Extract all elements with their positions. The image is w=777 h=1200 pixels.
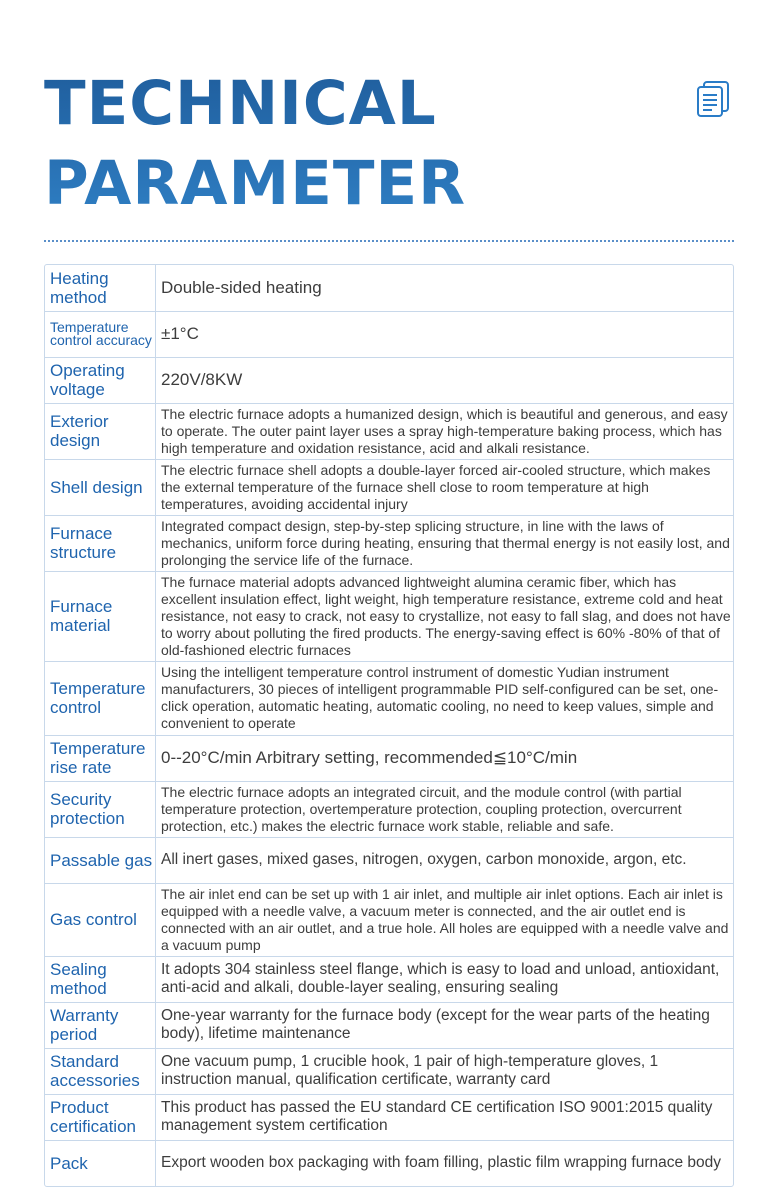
param-label: Standard accessories bbox=[45, 1048, 156, 1094]
table-row bbox=[45, 781, 733, 837]
param-value: One vacuum pump, 1 crucible hook, 1 pair of high-temperature gloves, 1 instruction manual, qualification certificate, warranty card bbox=[156, 1048, 734, 1094]
param-label: Warranty period bbox=[45, 1002, 156, 1048]
table-row bbox=[45, 883, 733, 956]
table-row bbox=[45, 1002, 733, 1048]
table-row bbox=[45, 1094, 733, 1140]
param-value: Using the intelligent temperature control instrument of domestic Yudian instrument manufacturers, 30 pieces of intelligent programmable PID self-configured can be set, one-click operation, automatic heating, automatic cooling, no need to keep values, simple and convenient to operate bbox=[156, 661, 734, 735]
param-label: Temperature rise rate bbox=[45, 735, 156, 781]
table-row bbox=[45, 837, 733, 883]
param-label: Gas control bbox=[45, 883, 156, 956]
param-value: The electric furnace adopts a humanized design, which is beautiful and generous, and easy to operate. The outer paint layer uses a spray high-temperature baking process, which has high temperature and oxidation resistance, acid and alkali resistance. bbox=[156, 403, 734, 459]
param-value: The electric furnace adopts an integrated circuit, and the module control (with partial temperature protection, overtemperature protection, coupling protection, overcurrent protection, etc.) makes the electric furnace work stable, reliable and safe. bbox=[156, 781, 734, 837]
table-row bbox=[45, 403, 733, 459]
table-row bbox=[45, 459, 733, 515]
table-row bbox=[45, 1140, 733, 1186]
param-value: One-year warranty for the furnace body (except for the wear parts of the heating body), lifetime maintenance bbox=[156, 1002, 734, 1048]
param-value: The furnace material adopts advanced lightweight alumina ceramic fiber, which has excellent insulation effect, light weight, high temperature resistance, extreme cold and heat resistance, not easy to crack, not easy to crystallize, not easy to fall slag, and does not have to worry about polluting the fired products. The energy-saving effect is 60% -80% of that of old-fashioned electric furnaces bbox=[156, 571, 734, 661]
document-icon bbox=[695, 80, 733, 118]
param-value: Export wooden box packaging with foam filling, plastic film wrapping furnace body bbox=[156, 1140, 734, 1186]
table-row bbox=[45, 1048, 733, 1094]
param-label: Operating voltage bbox=[45, 357, 156, 403]
param-label: Exterior design bbox=[45, 403, 156, 459]
table-row bbox=[45, 571, 733, 661]
param-value: The air inlet end can be set up with 1 air inlet, and multiple air inlet options. Each air inlet is equipped with a needle valve, a vacuum meter is connected, and the air outlet end is connected with an air outlet, and a true hole. All holes are equipped with a needle valve and a vacuum pump bbox=[156, 883, 734, 956]
param-value: It adopts 304 stainless steel flange, which is easy to load and unload, antioxidant, anti-acid and alkali, double-layer sealing, ensuring sealing bbox=[156, 956, 734, 1002]
parameter-table bbox=[44, 264, 734, 1187]
param-label: Heating method bbox=[45, 265, 156, 311]
table-row bbox=[45, 515, 733, 571]
param-label: Sealing method bbox=[45, 956, 156, 1002]
param-label: Shell design bbox=[45, 459, 156, 515]
param-value: All inert gases, mixed gases, nitrogen, oxygen, carbon monoxide, argon, etc. bbox=[156, 837, 734, 883]
param-label: Temperature control bbox=[45, 661, 156, 735]
page-title bbox=[44, 64, 466, 224]
table-row bbox=[45, 956, 733, 1002]
param-value: ±1°C bbox=[156, 311, 734, 357]
param-label: Furnace structure bbox=[45, 515, 156, 571]
param-value: This product has passed the EU standard CE certification ISO 9001:2015 quality management system certification bbox=[156, 1094, 734, 1140]
dotted-divider bbox=[44, 240, 734, 242]
table-row bbox=[45, 735, 733, 781]
param-value: 0--20°C/min Arbitrary setting, recommended≦10°C/min bbox=[156, 735, 734, 781]
table-row bbox=[45, 357, 733, 403]
param-label: Pack bbox=[45, 1140, 156, 1186]
param-value: Double-sided heating bbox=[156, 265, 734, 311]
param-value: 220V/8KW bbox=[156, 357, 734, 403]
param-label: Product certification bbox=[45, 1094, 156, 1140]
param-value: The electric furnace shell adopts a double-layer forced air-cooled structure, which makes the external temperature of the furnace shell close to room temperature at high temperatures, avoiding accidental injury bbox=[156, 459, 734, 515]
param-label: Security protection bbox=[45, 781, 156, 837]
table-row bbox=[45, 661, 733, 735]
param-label: Passable gas bbox=[45, 837, 156, 883]
param-value: Integrated compact design, step-by-step splicing structure, in line with the laws of mechanics, uniform force during heating, ensuring that thermal energy is not easily lost, and prolonging the service life of the furnace. bbox=[156, 515, 734, 571]
table-row bbox=[45, 311, 733, 357]
table-row bbox=[45, 265, 733, 311]
param-label: Temperature control accuracy bbox=[45, 311, 156, 357]
title-line-1: TECHNICAL bbox=[44, 68, 437, 139]
param-label: Furnace material bbox=[45, 571, 156, 661]
title-line-2: PARAMETER bbox=[44, 148, 467, 219]
